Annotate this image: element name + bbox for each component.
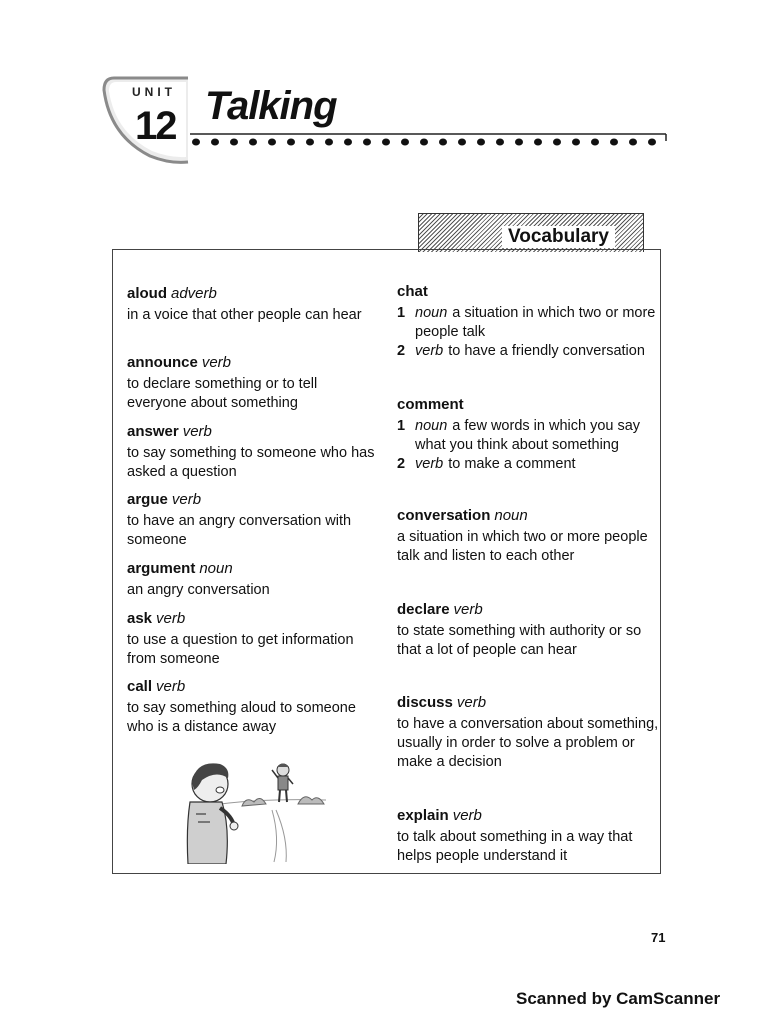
entry-word: aloud — [127, 285, 167, 302]
unit-number: 12 — [135, 104, 176, 148]
unit-title: Talking — [205, 84, 337, 128]
vocab-entry-comment — [397, 395, 659, 474]
entry-sense — [397, 304, 659, 342]
sense-number: 1 — [397, 305, 406, 321]
sense-definition: a situation in which two or more people talk — [415, 305, 656, 340]
entry-part-of-speech: verb — [156, 610, 186, 627]
entry-word: ask — [127, 610, 153, 627]
entry-word: declare — [397, 601, 450, 618]
entry-definition: to say something to someone who has asked a question — [127, 445, 375, 480]
entry-sense — [397, 417, 659, 455]
entry-part-of-speech: verb — [201, 354, 232, 371]
vocab-entry-declare — [397, 600, 659, 660]
entry-part-of-speech: verb — [171, 491, 202, 508]
scanner-credit: Scanned by CamScanner — [516, 989, 721, 1008]
entry-part-of-speech: adverb — [171, 285, 217, 302]
vocab-entry-chat — [397, 282, 659, 361]
vocab-entry-conversation — [397, 506, 659, 566]
sense-definition: a few words in which you say what you think about something — [415, 418, 641, 453]
entry-definition: in a voice that other people can hear — [127, 307, 362, 323]
vocab-entry-discuss — [397, 693, 659, 772]
sense-part-of-speech: noun — [415, 418, 448, 434]
sense-number: 2 — [397, 343, 406, 359]
sense-part-of-speech: noun — [415, 305, 448, 321]
vocab-entry-ask — [127, 609, 377, 669]
vocab-entry-call — [127, 677, 377, 737]
unit-label: UNIT — [132, 85, 176, 99]
entry-part-of-speech: noun — [494, 507, 528, 524]
vocab-entry-explain — [397, 806, 659, 866]
entry-definition: to state something with authority or so that a lot of people can hear — [397, 623, 642, 658]
entry-word: announce — [127, 354, 198, 371]
entry-part-of-speech: verb — [453, 601, 483, 618]
entry-part-of-speech: verb — [452, 807, 482, 824]
entry-word: argument — [127, 560, 196, 577]
two-children-calling-icon — [176, 758, 336, 864]
entry-part-of-speech: verb — [182, 423, 212, 440]
sense-definition: to make a comment — [448, 456, 576, 472]
page-number: 71 — [651, 930, 666, 945]
entry-word: explain — [397, 807, 449, 824]
vocab-entry-argue — [127, 490, 377, 550]
vocab-entry-answer — [127, 422, 377, 482]
entry-sense — [397, 455, 659, 474]
sense-part-of-speech: verb — [415, 456, 444, 472]
entry-definition: to talk about something in a way that helps people understand it — [397, 829, 633, 864]
entry-word: discuss — [397, 694, 453, 711]
vocab-entry-argument — [127, 559, 377, 600]
vocabulary-heading: Vocabulary — [502, 226, 615, 248]
entry-definition: to have an angry conversation with someone — [127, 513, 352, 548]
sense-number: 2 — [397, 456, 406, 472]
entry-word: comment — [397, 396, 464, 413]
entry-definition: to declare something or to tell everyone about something — [127, 376, 318, 411]
vocab-entry-announce — [127, 353, 377, 413]
entry-part-of-speech: verb — [156, 678, 186, 695]
entry-word: chat — [397, 283, 428, 300]
vocabulary-tab — [418, 213, 644, 252]
entry-definition: a situation in which two or more people talk and listen to each other — [397, 529, 648, 564]
entry-word: conversation — [397, 507, 491, 524]
entry-definition: to have a conversation about something, usually in order to solve a problem or make a decision — [397, 716, 659, 770]
entry-sense — [397, 342, 659, 361]
vocab-entry-aloud — [127, 284, 377, 325]
entry-word: call — [127, 678, 153, 695]
unit-badge — [100, 76, 192, 164]
entry-definition: to say something aloud to someone who is a distance away — [127, 700, 356, 735]
entry-part-of-speech: noun — [199, 560, 233, 577]
sense-number: 1 — [397, 418, 406, 434]
entry-part-of-speech: verb — [456, 694, 487, 711]
sense-definition: to have a friendly conversation — [448, 343, 645, 359]
entry-word: argue — [127, 491, 168, 508]
entry-word: answer — [127, 423, 179, 440]
entry-definition: to use a question to get information from someone — [127, 632, 354, 667]
sense-part-of-speech: verb — [415, 343, 444, 359]
title-dotted-rule — [190, 132, 668, 150]
entry-definition: an angry conversation — [127, 582, 270, 598]
